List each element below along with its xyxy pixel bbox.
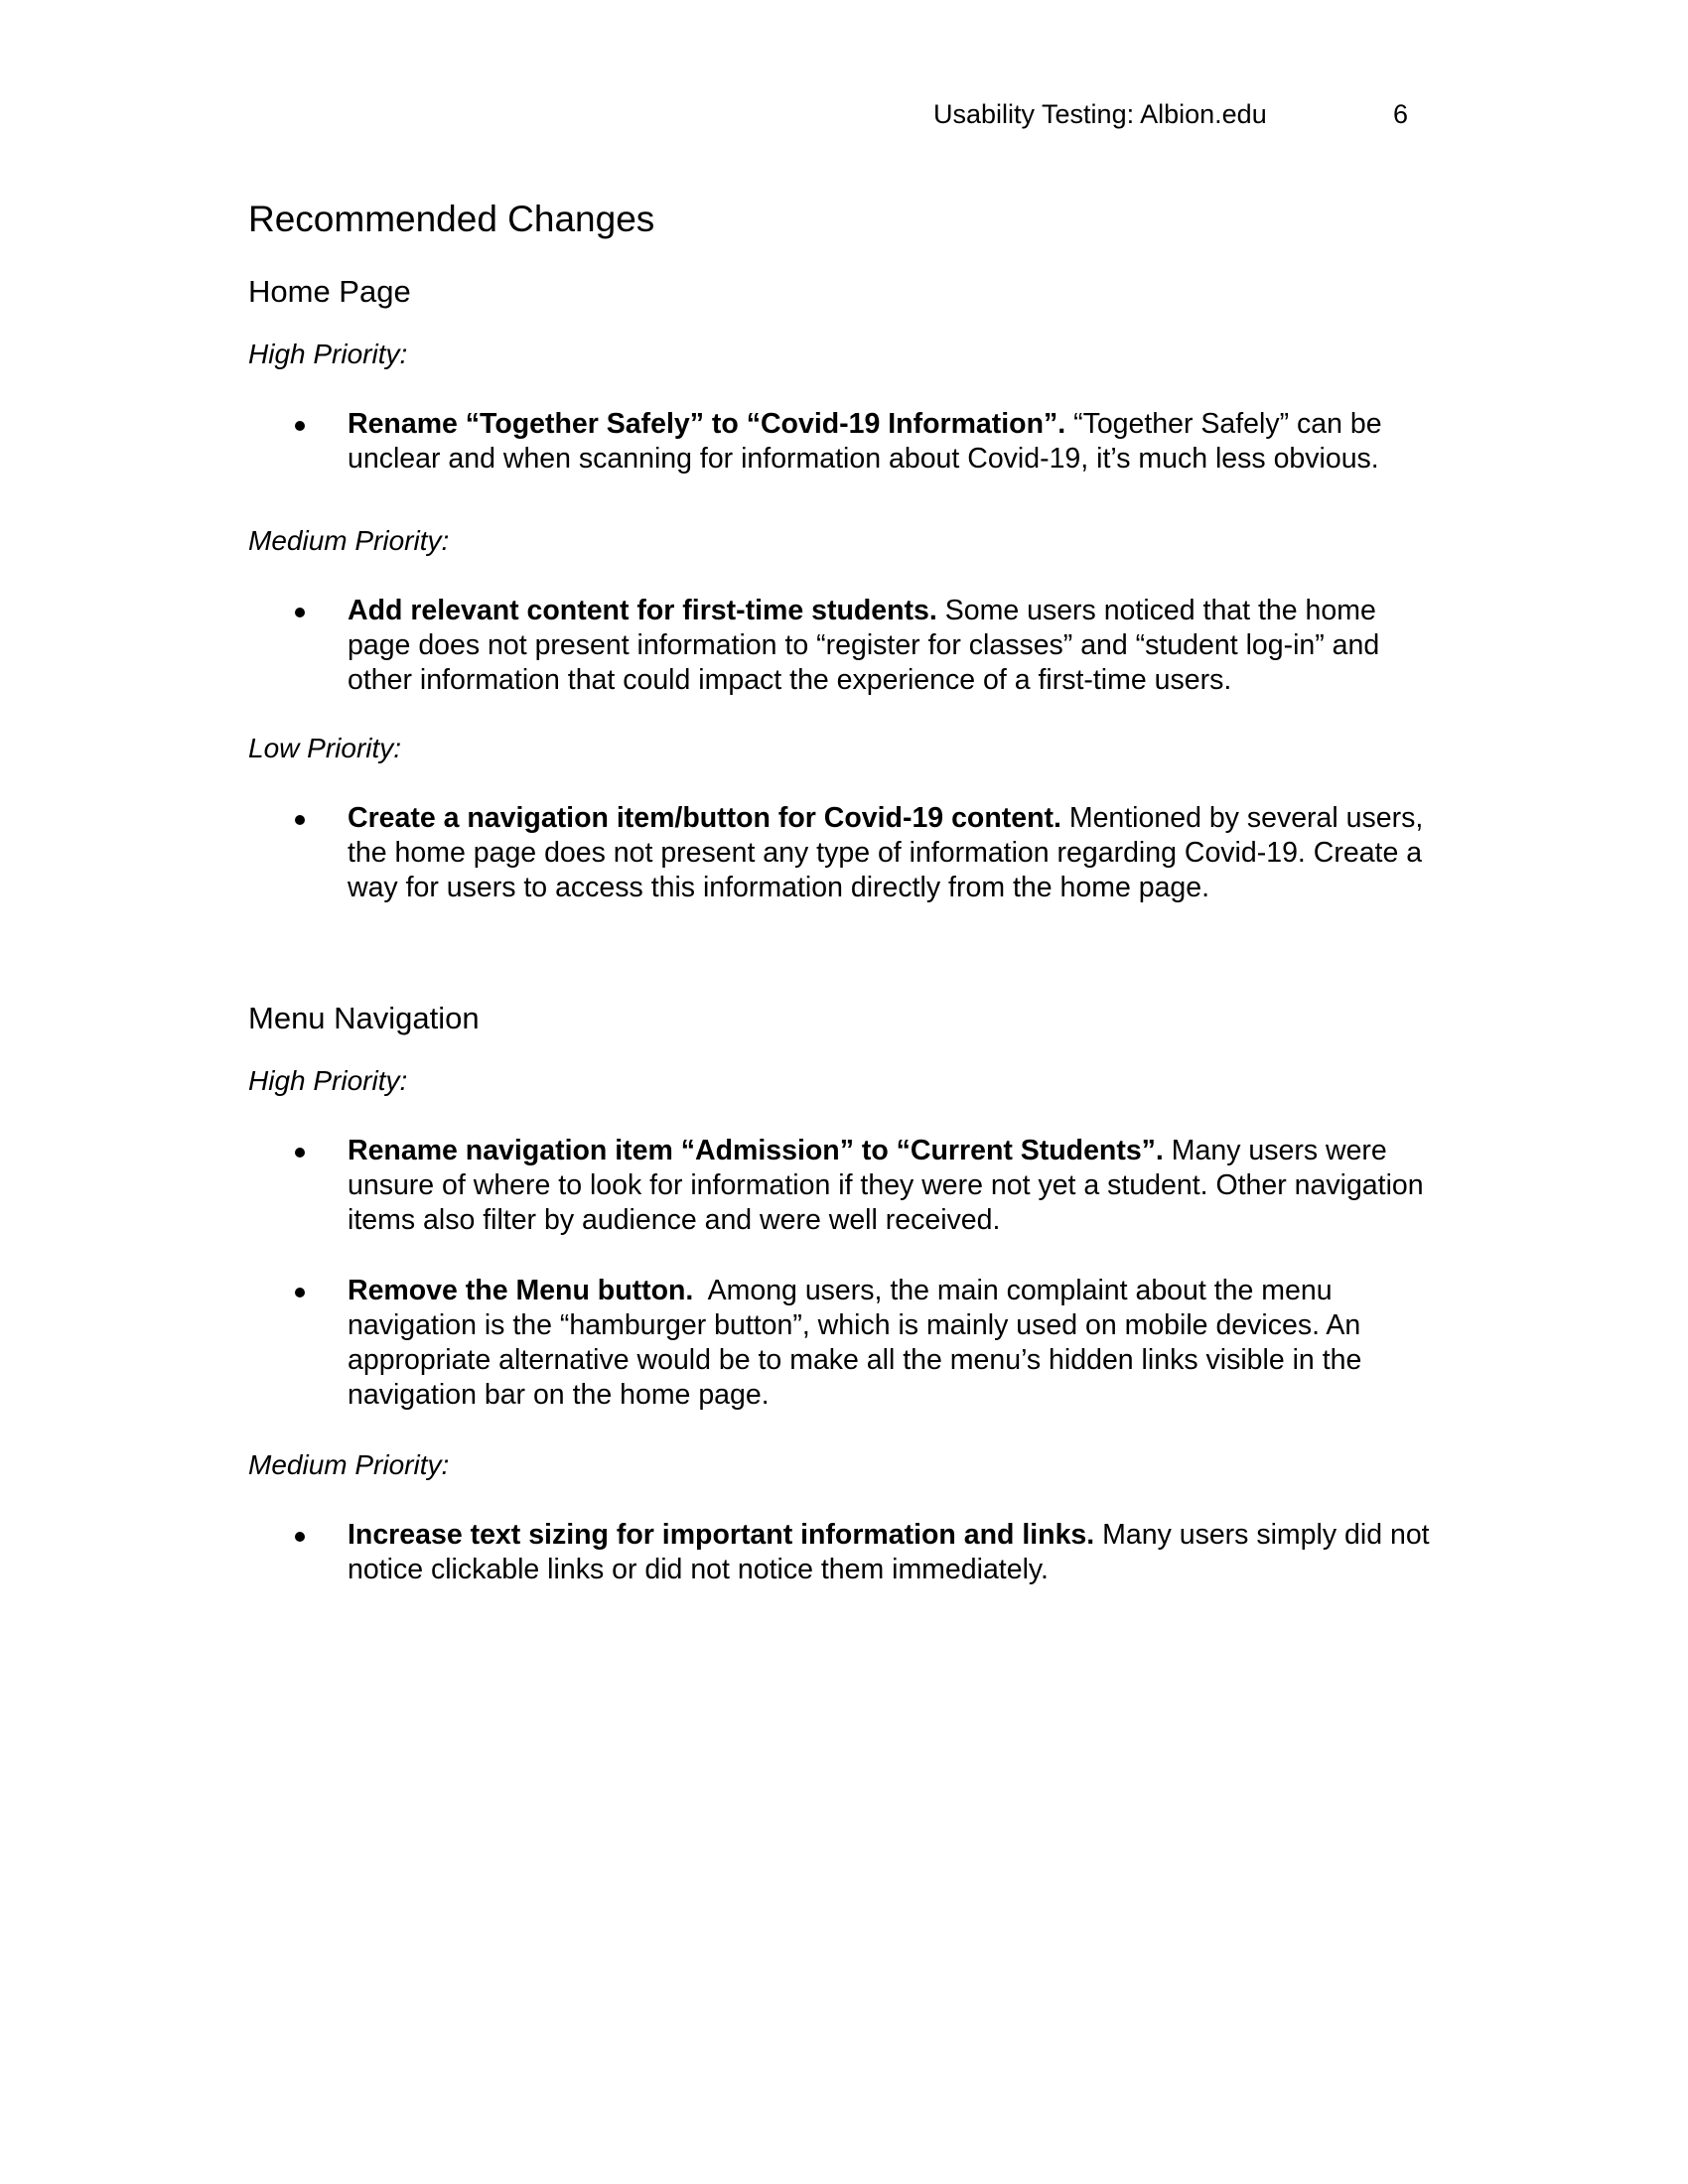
list-item (248, 1274, 1430, 1413)
section-heading: Menu Navigation (248, 1001, 480, 1035)
list-item (248, 594, 1430, 698)
page-number: 6 (1392, 99, 1408, 129)
bullet-list (248, 1518, 1430, 1587)
section-home-page (248, 272, 1430, 905)
bullet-icon (295, 815, 305, 825)
list-item (248, 407, 1430, 477)
bullet-icon (295, 1288, 305, 1297)
item-lead: Remove the Menu button. (348, 1275, 694, 1306)
section-spacer (248, 941, 1430, 999)
bullet-icon (295, 1532, 305, 1542)
item-text: Mentioned by several users, the home page does not present any type of information regarding Covid-19. Create a way for users to access this information directly from the home page. (348, 802, 1424, 903)
list-item (248, 801, 1430, 905)
item-text: Many users were unsure of where to look for information if they were not yet a student. Other navigation items also filter by audience and were well received. (348, 1135, 1424, 1236)
priority-label-high: High Priority: (248, 1065, 408, 1096)
item-text: Some users noticed that the home page does not present information to “register for classes” and “student log-in” and other information that could impact the experience of a first-time users. (348, 595, 1380, 696)
item-lead: Add relevant content for first-time students. (348, 595, 937, 626)
running-title: Usability Testing: Albion.edu (933, 99, 1267, 129)
bullet-list (248, 594, 1430, 698)
item-text: Many users simply did not notice clickable links or did not notice them immediately. (348, 1519, 1430, 1585)
document-body (248, 197, 1430, 1623)
item-text: Among users, the main complaint about the menu navigation is the “hamburger button”, which is mainly used on mobile devices. An appropriate alternative would be to make all the menu’s hidden links visible in the navigation bar on the home page. (348, 1275, 1370, 1411)
item-lead: Rename navigation item “Admission” to “Current Students”. (348, 1135, 1164, 1166)
section-menu-navigation (248, 999, 1430, 1587)
bullet-list (248, 407, 1430, 477)
bullet-list (248, 1134, 1430, 1413)
item-lead: Rename “Together Safely” to “Covid-19 Information”. (348, 408, 1074, 440)
list-item (248, 1518, 1430, 1587)
priority-label-low: Low Priority: (248, 733, 402, 763)
list-item (248, 1134, 1430, 1238)
priority-label-high: High Priority: (248, 339, 408, 369)
priority-label-medium: Medium Priority: (248, 525, 450, 556)
bullet-icon (295, 421, 305, 431)
document-title: Recommended Changes (248, 199, 655, 239)
priority-label-medium: Medium Priority: (248, 1449, 450, 1480)
item-lead: Increase text sizing for important information and links. (348, 1519, 1095, 1551)
bullet-list (248, 801, 1430, 905)
item-text: “Together Safely” can be unclear and when scanning for information about Covid-19, it’s much less obvious. (348, 408, 1382, 475)
section-heading: Home Page (248, 274, 411, 309)
bullet-icon (295, 608, 305, 617)
bullet-icon (295, 1148, 305, 1158)
item-lead: Create a navigation item/button for Covid-19 content. (348, 802, 1061, 834)
